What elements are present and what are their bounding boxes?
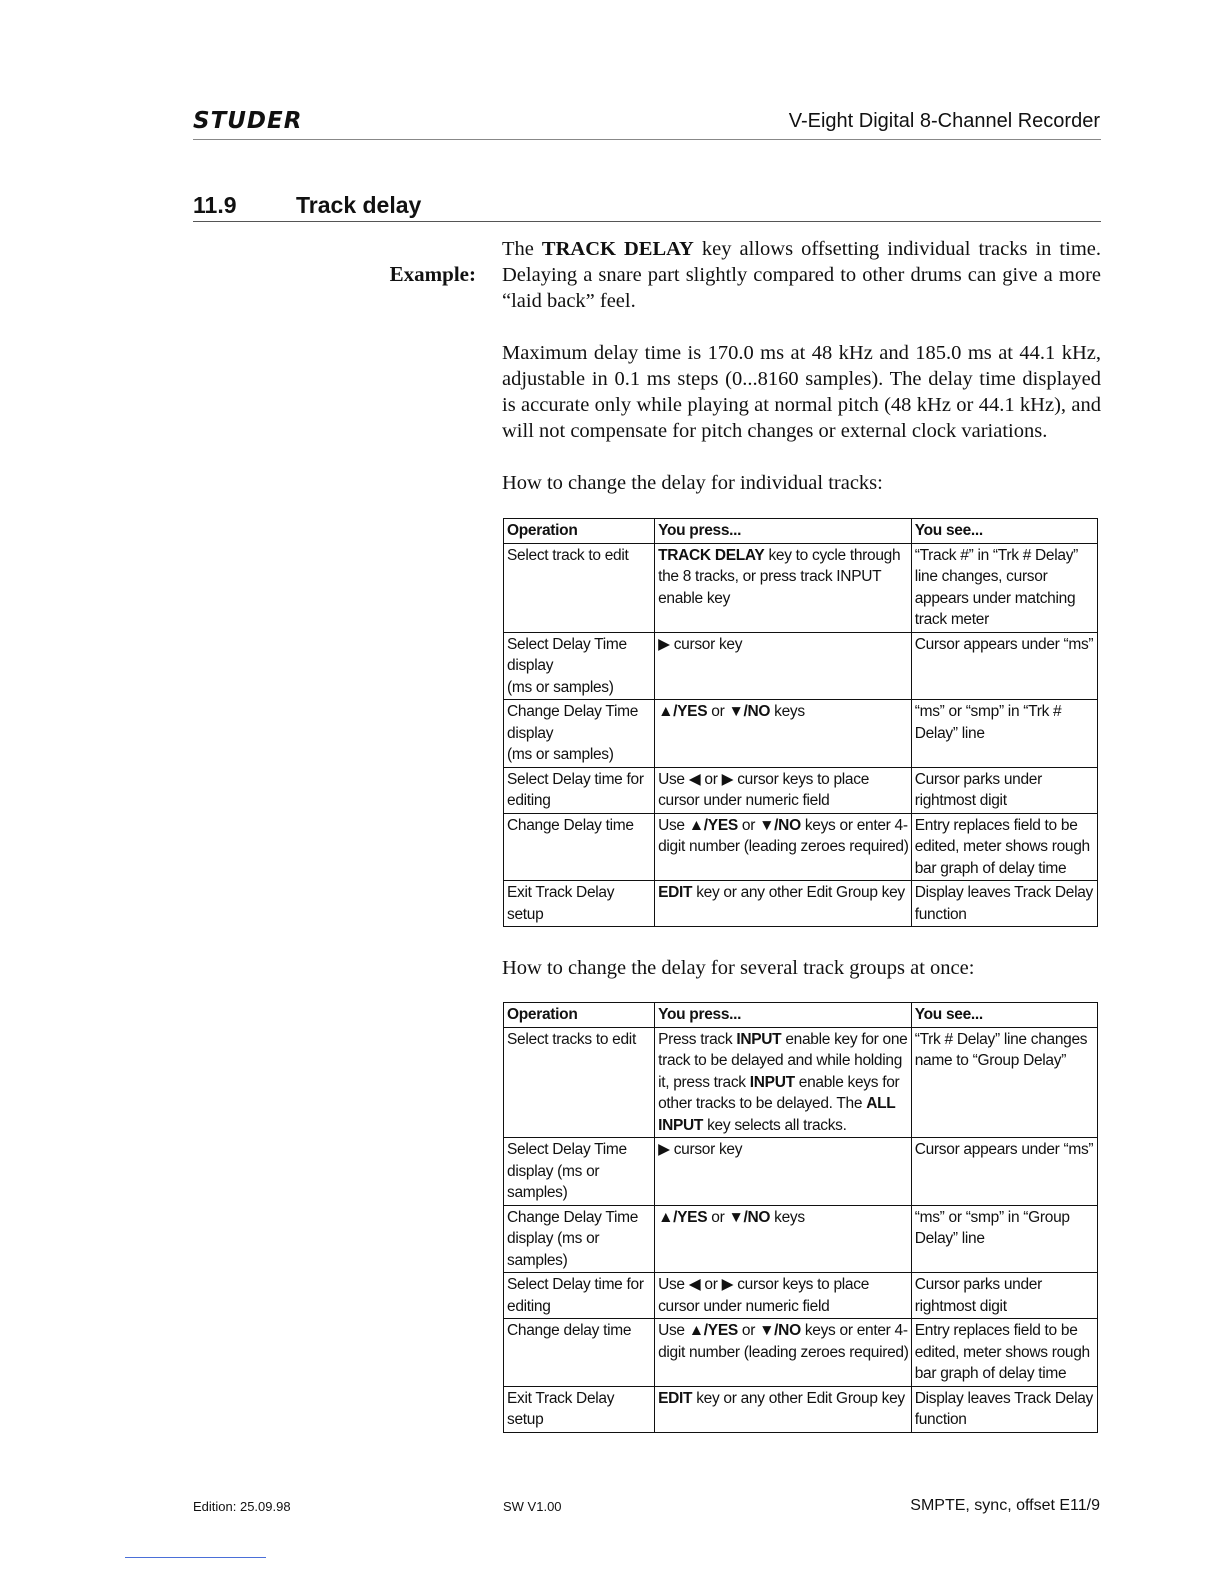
table-cell-operation: Select Delay time for editing xyxy=(504,1273,655,1319)
intro-paragraph: The TRACK DELAY key allows offsetting individual tracks in time. Delaying a snare part slightly compared to other drums can give a more “laid back” feel. xyxy=(502,238,1101,312)
column-header-operation: Operation xyxy=(504,519,655,544)
table-cell-operation: Change Delay time xyxy=(504,813,655,881)
table-cell-you-press: Use ◀ or ▶ cursor keys to place cursor under numeric field xyxy=(655,1273,912,1319)
studer-logo: STUDER xyxy=(193,108,303,134)
table-cell-operation: Select tracks to edit xyxy=(504,1027,655,1138)
table-cell-operation: Change Delay Time display (ms or samples) xyxy=(504,700,655,768)
table-row xyxy=(504,632,1098,700)
column-header-you-see: You see... xyxy=(911,1003,1097,1028)
table-cell-you-press: ▲/YES or ▼/NO keys xyxy=(655,700,912,768)
table-header-row xyxy=(504,1003,1098,1028)
column-header-you-press: You press... xyxy=(655,1003,912,1028)
section-rule xyxy=(193,221,1101,222)
table-cell-you-press: Use ▲/YES or ▼/NO keys or enter 4-digit number (leading zeroes required) xyxy=(655,813,912,881)
individual-tracks-table xyxy=(503,518,1098,927)
table-cell-operation: Exit Track Delay setup xyxy=(504,881,655,927)
column-header-you-press: You press... xyxy=(655,519,912,544)
table-cell-you-press: ▶ cursor key xyxy=(655,1138,912,1206)
table-header-row xyxy=(504,519,1098,544)
table-cell-you-see: “Trk # Delay” line changes name to “Group Delay” xyxy=(911,1027,1097,1138)
table-row xyxy=(504,881,1098,927)
table-cell-you-press: Use ▲/YES or ▼/NO keys or enter 4-digit number (leading zeroes required) xyxy=(655,1319,912,1387)
table-row xyxy=(504,1138,1098,1206)
table-cell-you-see: “Track #” in “Trk # Delay” line changes, cursor appears under matching track meter xyxy=(911,543,1097,632)
table-cell-you-see: Display leaves Track Delay function xyxy=(911,1386,1097,1432)
table-cell-operation: Select track to edit xyxy=(504,543,655,632)
edition-footer: Edition: 25.09.98 xyxy=(193,1499,291,1514)
individual-tracks-heading: How to change the delay for individual tracks: xyxy=(502,472,883,494)
table-row xyxy=(504,1027,1098,1138)
table-cell-operation: Select Delay Time display (ms or samples) xyxy=(504,1138,655,1206)
track-groups-table xyxy=(503,1002,1098,1433)
corner-rule xyxy=(125,1557,266,1558)
table-cell-you-see: Display leaves Track Delay function xyxy=(911,881,1097,927)
table-cell-you-see: “ms” or “smp” in “Group Delay” line xyxy=(911,1205,1097,1273)
table-cell-operation: Select Delay time for editing xyxy=(504,767,655,813)
table-row xyxy=(504,767,1098,813)
document-title: V-Eight Digital 8-Channel Recorder xyxy=(788,110,1100,132)
table-cell-you-press: ▶ cursor key xyxy=(655,632,912,700)
example-label: Example: xyxy=(389,262,476,286)
table-cell-you-press: EDIT key or any other Edit Group key xyxy=(655,881,912,927)
table-cell-you-see: Cursor appears under “ms” xyxy=(911,1138,1097,1206)
table-row xyxy=(504,813,1098,881)
table-row xyxy=(504,543,1098,632)
section-title: Track delay xyxy=(296,192,422,218)
table-cell-you-see: Cursor parks under rightmost digit xyxy=(911,1273,1097,1319)
column-header-you-see: You see... xyxy=(911,519,1097,544)
table-row xyxy=(504,700,1098,768)
table-cell-operation: Exit Track Delay setup xyxy=(504,1386,655,1432)
section-number: 11.9 xyxy=(193,192,237,218)
table-cell-you-see: “ms” or “smp” in “Trk # Delay” line xyxy=(911,700,1097,768)
table-cell-you-press: ▲/YES or ▼/NO keys xyxy=(655,1205,912,1273)
table-cell-you-see: Cursor parks under rightmost digit xyxy=(911,767,1097,813)
header-rule xyxy=(193,139,1101,140)
page-number-footer: SMPTE, sync, offset E11/9 xyxy=(910,1497,1100,1514)
table-row xyxy=(504,1273,1098,1319)
table-cell-you-press: TRACK DELAY key to cycle through the 8 tracks, or press track INPUT enable key xyxy=(655,543,912,632)
max-delay-paragraph: Maximum delay time is 170.0 ms at 48 kHz and 185.0 ms at 44.1 kHz, adjustable in 0.1 ms steps (0...8160 samples). The delay time displayed is accurate only while playing at normal pitch (48 kHz or 44.1 kHz), and will not compensate for pitch changes or external clock variations. xyxy=(502,342,1101,442)
table-cell-operation: Change Delay Time display (ms or samples) xyxy=(504,1205,655,1273)
table-row xyxy=(504,1386,1098,1432)
table-cell-you-see: Entry replaces field to be edited, meter shows rough bar graph of delay time xyxy=(911,813,1097,881)
table-cell-you-press: EDIT key or any other Edit Group key xyxy=(655,1386,912,1432)
table-cell-operation: Change delay time xyxy=(504,1319,655,1387)
software-version-footer: SW V1.00 xyxy=(503,1499,562,1514)
column-header-operation: Operation xyxy=(504,1003,655,1028)
track-groups-heading: How to change the delay for several track groups at once: xyxy=(502,957,975,979)
table-cell-you-press: Press track INPUT enable key for one track to be delayed and while holding it, press track INPUT enable keys for other tracks to be delayed. The ALL INPUT key selects all tracks. xyxy=(655,1027,912,1138)
table-cell-you-see: Entry replaces field to be edited, meter shows rough bar graph of delay time xyxy=(911,1319,1097,1387)
table-cell-operation: Select Delay Time display (ms or samples) xyxy=(504,632,655,700)
table-row xyxy=(504,1319,1098,1387)
table-cell-you-see: Cursor appears under “ms” xyxy=(911,632,1097,700)
table-row xyxy=(504,1205,1098,1273)
table-cell-you-press: Use ◀ or ▶ cursor keys to place cursor under numeric field xyxy=(655,767,912,813)
